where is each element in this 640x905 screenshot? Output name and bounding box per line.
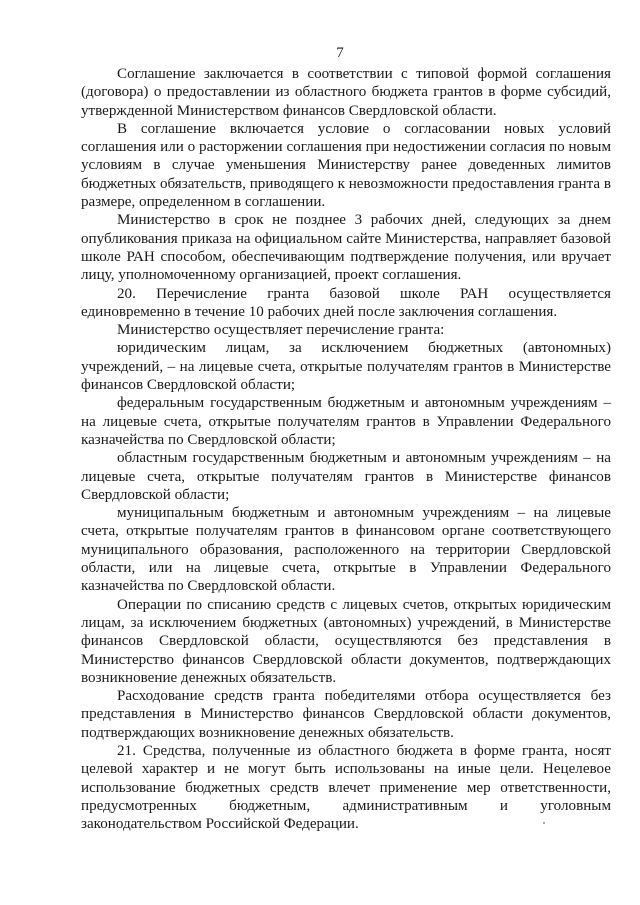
paragraph-ministry-deadline: Министерство в срок не позднее 3 рабочих дней, следующих за днем опубликования приказа на официальном сайте Министерства, направляет базовой школе РАН способом, обеспечивающим подтверждение получения, или вручает лицу, уполномоченному организацией, проект соглашения.: [81, 212, 611, 284]
list-item-federal-institutions: федеральным государственным бюджетным и автономным учреждениям – на лицевые счета, открытые получателям грантов в Управлении Федерального казначейства по Свердловской области;: [81, 395, 611, 448]
document-body: [81, 65, 611, 833]
paragraph-grant-spending: Расходование средств гранта победителями отбора осуществляется без представления в Министерство финансов Свердловской области документов, подтверждающих возникновение денежных обязательств.: [81, 688, 611, 741]
list-item-legal-entities: юридическим лицам, за исключением бюджетных (автономных) учреждений, – на лицевые счета, открытые получателям грантов в Министерстве финансов Свердловской области;: [81, 340, 611, 394]
paragraph-agreement-conditions: В соглашение включается условие о согласовании новых условий соглашения или о расторжении соглашения при недостижении согласия по новым условиям в случае уменьшения Министерству ранее доведенных лимитов бюджетных обязательств, приводящего к невозможности предоставления гранта в размере, определенном в соглашении.: [81, 120, 611, 211]
paragraph-item-20: 20. Перечисление гранта базовой школе РАН осуществляется единовременно в течение 10 рабочих дней после заключения соглашения.: [81, 285, 611, 320]
paragraph-agreement-form: Соглашение заключается в соответствии с типовой формой соглашения (договора) о предоставлении из областного бюджета грантов в форме субсидий, утвержденной Министерством финансов Свердловской области.: [81, 66, 611, 119]
paragraph-write-off-operations: Операции по списанию средств с лицевых счетов, открытых юридическим лицам, за исключением бюджетных (автономных) учреждений, в Министерстве финансов Свердловской области, осуществляются без представления в Министерство финансов Свердловской области документов, подтверждающих возникновение денежных обязательств.: [81, 596, 611, 686]
list-item-regional-institutions: областным государственным бюджетным и автономным учреждениям – на лицевые счета, открытые получателям грантов в Министерстве финансов Свердловской области;: [81, 450, 611, 503]
list-item-municipal-institutions: муниципальным бюджетным и автономным учреждениям – на лицевые счета, открытые получателям грантов в финансовом органе соответствующего муниципального образования, расположенного на территории Свердловской области, или на лицевые счета, открытые в Управлении Федерального казначейства по Свердловской области.: [81, 505, 611, 595]
paragraph-item-21: 21. Средства, полученные из областного бюджета в форме гранта, носят целевой характер и не могут быть использованы на иные цели. Нецелевое использование бюджетных средств влечет применение мер ответственности, предусмотренных бюджетным, административным и уголовным законодательством Российской Федерации.: [81, 742, 611, 833]
scan-speck: [543, 822, 545, 824]
paragraph-transfer-intro: Министерство осуществляет перечисление гранта:: [117, 322, 445, 339]
page-number: 7: [336, 45, 344, 61]
